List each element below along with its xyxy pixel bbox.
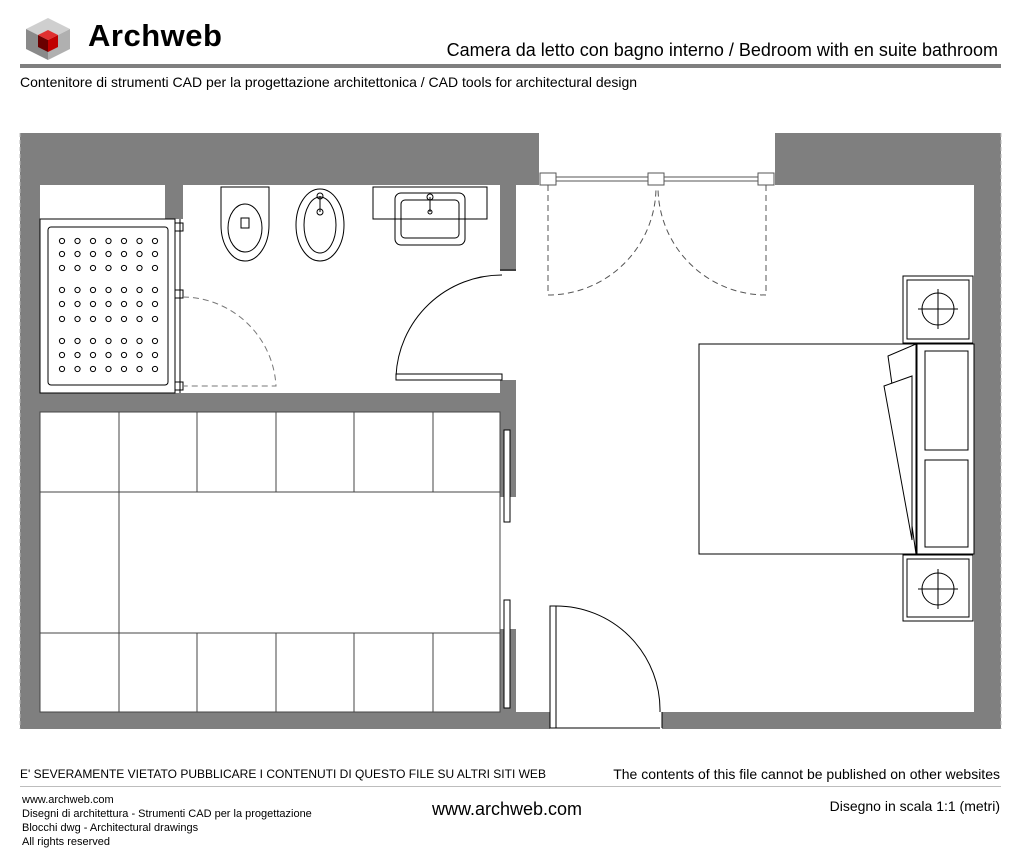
shower-dot [106,251,111,256]
footer-line: Blocchi dwg - Architectural drawings [22,822,199,834]
shower-dot [152,366,157,371]
shower-dot [137,287,142,292]
bidet [296,189,344,261]
notice-english: The contents of this file cannot be published on other websites [613,766,1000,782]
shower-dot [75,366,80,371]
shower-dot [59,316,64,321]
shower-dot [59,251,64,256]
wardrobe [40,412,500,712]
scale-note: Disegno in scala 1:1 (metri) [829,798,1000,814]
footer-divider [20,786,1001,787]
shower-dot [137,366,142,371]
shower-dot [75,265,80,270]
shower-dot [75,352,80,357]
shower-dot [137,316,142,321]
shower-dot [59,265,64,270]
shower-dot [90,366,95,371]
shower-dot [137,338,142,343]
footer-line: All rights reserved [22,836,111,848]
window [540,173,774,295]
shower-dot [152,352,157,357]
shower-dot [59,238,64,243]
shower-dot [90,251,95,256]
shower-dot [121,352,126,357]
nightstand-top [903,276,973,343]
shower-dot [75,287,80,292]
shower-dot [106,287,111,292]
shower-dot [59,338,64,343]
shower-dot [121,238,126,243]
shower-dot [106,352,111,357]
shower-dot [75,301,80,306]
shower-dot [121,316,126,321]
toilet [221,187,269,261]
shower-dot [137,251,142,256]
shower-dot [152,265,157,270]
shower-dot [152,301,157,306]
shower-dot [106,366,111,371]
shower-dot [59,287,64,292]
double-bed [699,344,974,554]
shower-dot [90,316,95,321]
notice-italian: E' SEVERAMENTE VIETATO PUBBLICARE I CONTENUTI DI QUESTO FILE SU ALTRI SITI WEB [20,767,546,781]
shower-dot [121,287,126,292]
nightstand-bottom [903,555,973,621]
shower-dot [75,316,80,321]
footer-line: Disegni di architettura - Strumenti CAD per la progettazione [22,808,312,820]
shower-dot [106,316,111,321]
shower-dot [90,265,95,270]
shower-dot [106,238,111,243]
shower-dot [75,238,80,243]
shower-dot [106,338,111,343]
shower-dot [59,366,64,371]
shower-dot [137,301,142,306]
bathroom-door [396,270,516,380]
footer-info [22,793,312,849]
brand-name: Archweb [88,18,223,53]
shower-dot [90,287,95,292]
shower-dot [152,238,157,243]
sink [373,187,487,245]
shower-dot [121,251,126,256]
footer-line: www.archweb.com [22,794,114,806]
drawing-subtitle: Contenitore di strumenti CAD per la progettazione architettonica / CAD tools for architectural design [20,74,638,90]
shower-dot [106,265,111,270]
footer-website-link[interactable]: www.archweb.com [432,799,583,819]
shower-dot [59,301,64,306]
entrance-door [550,606,662,728]
shower-dot [75,338,80,343]
shower-dot [137,352,142,357]
shower-dot [90,352,95,357]
shower-dot [90,338,95,343]
shower-dot [152,338,157,343]
shower-dot [137,265,142,270]
shower-dot [121,338,126,343]
shower-dot [59,352,64,357]
shower-dot [90,238,95,243]
shower-dot [152,251,157,256]
shower-dot [121,265,126,270]
shower-dot [106,301,111,306]
shower-dot [152,316,157,321]
shower-dot [75,251,80,256]
shower-dot [137,238,142,243]
shower-dot [90,301,95,306]
shower-dot [121,301,126,306]
drawing-title: Camera da letto con bagno interno / Bedroom with en suite bathroom [446,40,998,60]
shower-dot [121,366,126,371]
shower-dot [152,287,157,292]
